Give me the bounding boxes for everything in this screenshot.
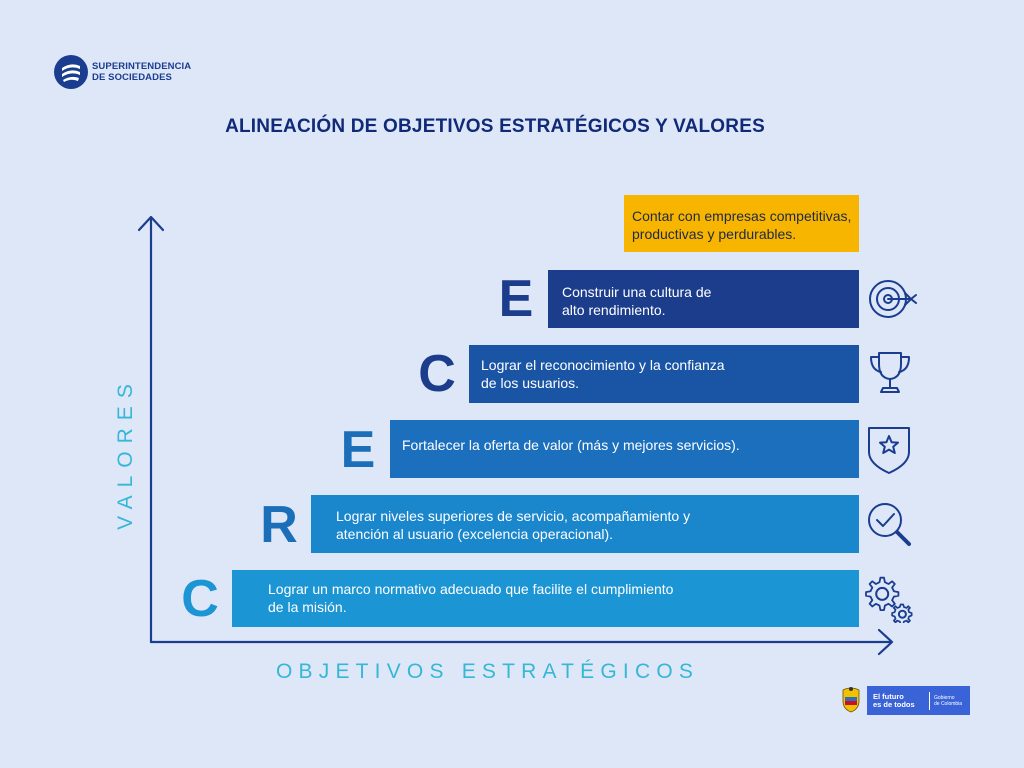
- brand-government-line-2: de Colombia: [934, 700, 963, 707]
- step-bar-line-1: Fortalecer la oferta de valor (más y mejores servicios).: [402, 437, 740, 453]
- trophy-icon: [865, 348, 915, 398]
- step-letter-r: R: [260, 496, 298, 554]
- gobierno-brand-badge: [867, 686, 970, 715]
- shield-star-icon: [864, 424, 914, 474]
- step-bar-regulatory: [232, 570, 859, 627]
- brand-slogan-line-1: El futuro: [873, 691, 904, 701]
- y-axis-label: VALORES: [114, 376, 137, 530]
- brand-divider: [929, 692, 930, 710]
- step-bar-recognition: [469, 345, 859, 403]
- step-letter-c-bottom: C: [181, 570, 219, 628]
- brand-government: [934, 695, 962, 707]
- step-letter-e-top: E: [498, 270, 534, 328]
- page-title: ALINEACIÓN DE OBJETIVOS ESTRATÉGICOS Y VALORES: [225, 116, 765, 137]
- step-bar-line-2: alto rendimiento.: [562, 302, 666, 318]
- step-bar-line-2: de los usuarios.: [481, 375, 580, 391]
- gears-icon: [864, 573, 914, 623]
- brand-slogan-line-2: es de todos: [873, 699, 915, 709]
- goal-line-2: productivas y perdurables.: [632, 226, 797, 242]
- goal-box: [624, 195, 859, 252]
- brand-government-line-1: Gobierno: [934, 694, 955, 701]
- brand-slogan: [873, 693, 925, 709]
- step-bar-value-offer: [390, 420, 859, 478]
- step-letter-c-upper: C: [418, 345, 456, 403]
- magnifier-check-icon: [864, 499, 914, 549]
- x-axis-label: OBJETIVOS ESTRATÉGICOS: [276, 660, 700, 683]
- step-bar-line-2: de la misión.: [268, 599, 347, 615]
- step-bar-line-1: Construir una cultura de: [562, 284, 712, 300]
- step-bar-line-2: atención al usuario (excelencia operacional).: [336, 526, 614, 542]
- step-bar-culture: [548, 270, 859, 328]
- step-letter-e-middle: E: [340, 421, 376, 479]
- step-bar-line-1: Lograr niveles superiores de servicio, acompañamiento y: [336, 508, 691, 524]
- step-bar-line-1: Lograr un marco normativo adecuado que facilite el cumplimiento: [268, 581, 674, 597]
- step-bar-service: [311, 495, 859, 553]
- step-bar-line-1: Lograr el reconocimiento y la confianza: [481, 357, 725, 373]
- colombia-coat-of-arms-icon: [840, 687, 862, 713]
- logo-line-1: SUPERINTENDENCIA: [92, 61, 192, 72]
- target-icon: [867, 274, 917, 324]
- logo-line-2: DE SOCIEDADES: [92, 72, 172, 83]
- goal-line-1: Contar con empresas competitivas,: [632, 208, 852, 224]
